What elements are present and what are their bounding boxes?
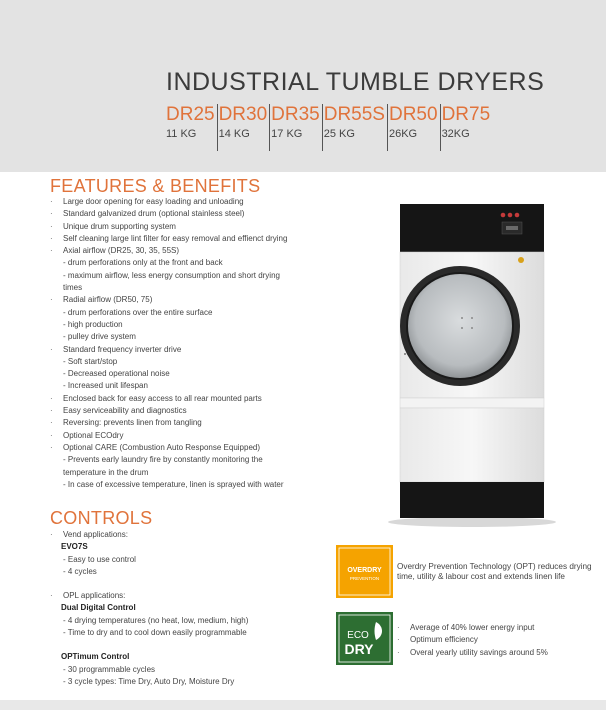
sub-item: - 3 cycle types: Time Dry, Auto Dry, Moisture Dry (63, 676, 235, 686)
controls-heading: CONTROLS (50, 508, 153, 528)
ecodry-benefit: · Average of 40% lower energy input (397, 622, 548, 634)
bullet-item: · Large door opening for easy loading and unloading (50, 196, 287, 208)
control-name: Dual Digital Control (61, 603, 136, 613)
bullet-item: · Axial airflow (DR25, 30, 35, 55S) (50, 245, 287, 257)
sub-item: - In case of excessive temperature, linen is sprayed with water (63, 479, 284, 489)
footer-band (0, 700, 606, 710)
model-item-dr35 (269, 104, 322, 151)
overdry-logo-text: OVERDRY (347, 567, 382, 574)
control-name: EVO7S (61, 542, 88, 552)
dryer-product-image (380, 196, 564, 530)
model-name: DR35 (271, 104, 320, 125)
overdry-logo-subtext: PREVENTION (349, 576, 380, 581)
bullet-item: · Radial airflow (DR50, 75) (50, 294, 287, 306)
page-title: INDUSTRIAL TUMBLE DRYERS (166, 68, 545, 96)
model-capacity: 25 KG (323, 128, 355, 140)
ecodry-benefit: · Optimum efficiency (397, 634, 548, 646)
sub-item: - high production (63, 319, 123, 329)
list-spacer (50, 639, 248, 651)
sub-item: - 4 cycles (63, 566, 97, 576)
bullet-item: · Enclosed back for easy access to all rear mounted parts (50, 393, 287, 405)
base-kick-panel (400, 482, 544, 518)
bullet-item: · Optional ECOdry (50, 430, 287, 442)
sub-item: - Easy to use control (63, 554, 136, 564)
bullet-item: · Reversing: prevents linen from tangling (50, 417, 287, 429)
model-list (166, 104, 492, 151)
sub-item: - 30 programmable cycles (63, 664, 156, 674)
model-name: DR30 (218, 104, 268, 125)
list-spacer (50, 578, 248, 590)
ecodry-logo (336, 612, 393, 665)
control-panel (400, 204, 544, 252)
sub-item: - drum perforations only at the front and back (63, 258, 223, 268)
sub-item: temperature in the drum (63, 467, 149, 477)
model-capacity: 26KG (388, 128, 418, 140)
sub-item: - pulley drive system (63, 332, 136, 342)
bullet-item: · Easy serviceability and diagnostics (50, 405, 287, 417)
sub-item: - 4 drying temperatures (no heat, low, medium, high) (63, 615, 249, 625)
overdry-description: Overdry Prevention Technology (OPT) reduces drying time, utility & labour cost and extends linen life (397, 562, 592, 581)
model-item-dr55s (322, 104, 387, 151)
model-name: DR75 (441, 104, 491, 125)
model-item-dr75 (440, 104, 493, 151)
ecodry-logo-text: ECO (347, 630, 369, 641)
sub-item: - Prevents early laundry fire by constantly monitoring the (63, 455, 263, 465)
features-heading: FEATURES & BENEFITS (50, 176, 261, 196)
bullet-item: · Optional CARE (Combustion Auto Response Equipped) (50, 442, 287, 454)
features-list (50, 196, 287, 491)
model-item-dr50 (387, 104, 440, 151)
bullet-item: · Self cleaning large lint filter for easy removal and effienct drying (50, 233, 287, 245)
controls-list (50, 529, 248, 688)
model-item-dr25 (166, 104, 217, 151)
model-capacity: 17 KG (271, 128, 303, 140)
sub-item: times (63, 283, 83, 293)
sub-item: - Decreased operational noise (63, 369, 170, 379)
ecodry-benefit: · Overal yearly utility savings around 5% (397, 647, 548, 659)
bullet-item: · Unique drum supporting system (50, 221, 287, 233)
bullet-item: · Standard frequency inverter drive (50, 344, 287, 356)
model-capacity: 14 KG (218, 128, 250, 140)
sub-item: - drum perforations over the entire surface (63, 307, 213, 317)
sub-item: - Soft start/stop (63, 356, 118, 366)
ecodry-logo-subtext: DRY (344, 641, 374, 657)
bullet-item: · Standard galvanized drum (optional stainless steel) (50, 208, 287, 220)
overdry-prevention-logo (336, 545, 393, 598)
model-name: DR50 (388, 104, 438, 125)
ecodry-benefits-list (397, 622, 548, 659)
sub-item: - Time to dry and to cool down easily programmable (63, 628, 247, 638)
sub-item: - maximum airflow, less energy consumption and short drying (63, 270, 280, 280)
bullet-item: · Vend applications: (50, 529, 248, 541)
model-capacity: 11 KG (166, 128, 197, 140)
model-name: DR55S (323, 104, 385, 125)
model-item-dr30 (217, 104, 270, 151)
control-name: OPTimum Control (61, 652, 130, 662)
sub-item: - Increased unit lifespan (63, 381, 148, 391)
model-capacity: 32KG (441, 128, 470, 140)
bullet-item: · OPL applications: (50, 590, 248, 602)
model-name: DR25 (166, 104, 215, 125)
